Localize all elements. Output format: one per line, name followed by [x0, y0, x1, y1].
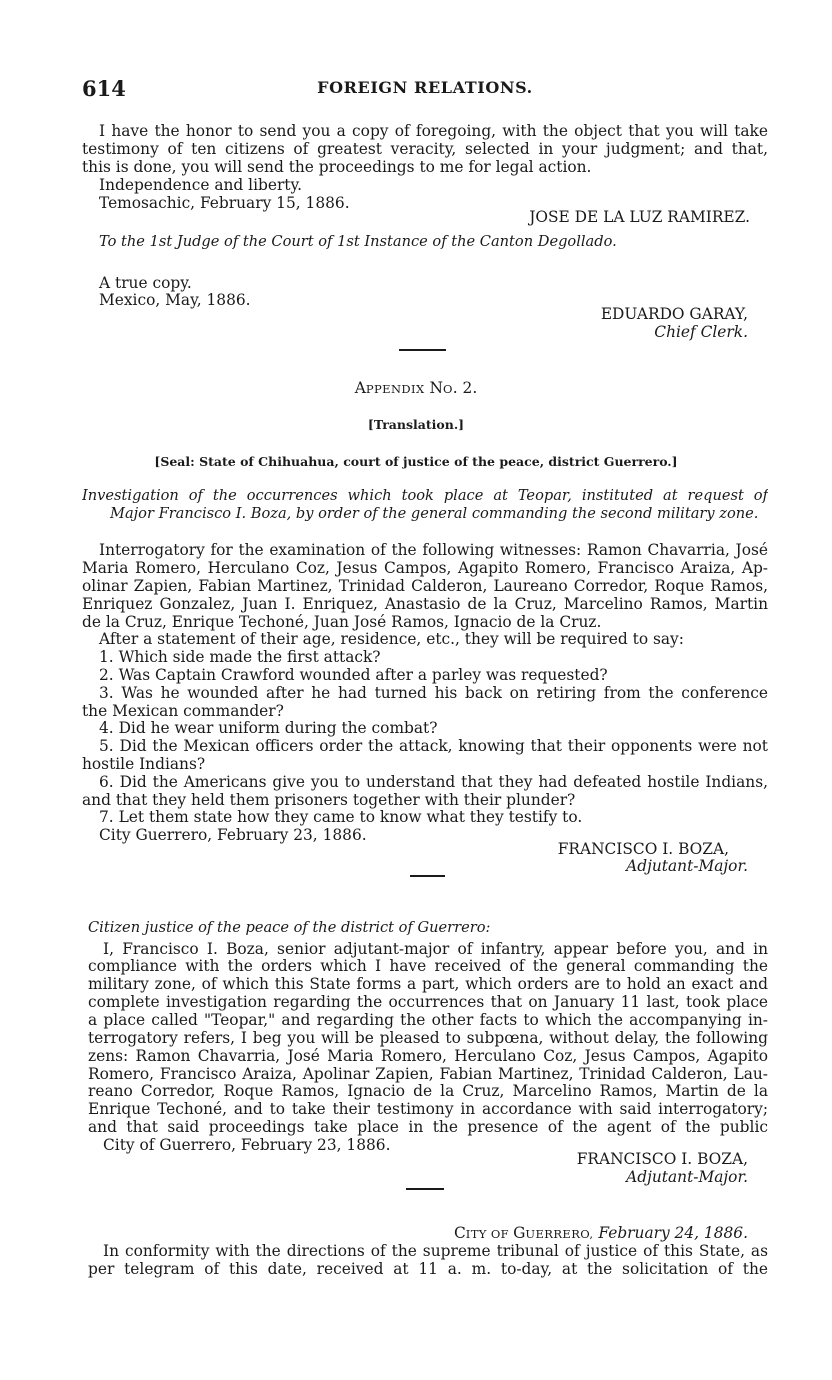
interrogatory-line: de la Cruz, Enrique Techoné, Juan José Ramos, Ignacio de la Cruz. — [82, 613, 602, 631]
interrogatory-line: Maria Romero, Herculano Coz, Jesus Campos, Agapito Romero, Francisco Araiza, Ap- — [82, 559, 768, 577]
letter1-line: testimony of ten citizens of greatest veracity, selected in your judgment; and that, — [82, 140, 768, 158]
interrogatory-line: olinar Zapien, Fabian Martinez, Trinidad Calderon, Laureano Corredor, Roque Ramos, — [82, 577, 768, 595]
interrogatory-place-date: City Guerrero, February 23, 1886. — [99, 826, 367, 844]
appendix-heading: APPENDIX NO. 2. — [354, 379, 478, 397]
interrogatory-line: Interrogatory for the examination of the following witnesses: Ramon Chavarria, José — [99, 541, 768, 559]
petition-signer: FRANCISCO I. BOZA, — [576, 1150, 748, 1168]
letter1-addressee: To the 1st Judge of the Court of 1st Instance of the Canton Degollado. — [99, 233, 617, 250]
section-divider — [410, 875, 445, 877]
final-line: In conformity with the directions of the supreme tribunal of justice of this State, as — [103, 1242, 768, 1260]
investigation-title: Major Francisco I. Boza, by order of the general commanding the second military zone. — [110, 505, 759, 522]
question-item: 6. Did the Americans give you to understand that they had defeated hostile Indians, — [99, 773, 768, 791]
letter1-closing: Independence and liberty. — [99, 176, 303, 194]
letter1-signer: JOSE DE LA LUZ RAMIREZ. — [529, 208, 750, 226]
true-copy-signer: EDUARDO GARAY, — [600, 305, 748, 323]
question-item: 3. Was he wounded after he had turned his back on retiring from the conference — [99, 684, 768, 702]
question-item: the Mexican commander? — [82, 702, 284, 720]
petition-line: Enrique Techoné, and to take their testimony in accordance with said interrogatory; — [88, 1100, 768, 1118]
petition-line: complete investigation regarding the occurrences that on January 11 last, took place — [88, 993, 768, 1011]
question-item: 2. Was Captain Crawford wounded after a parley was requested? — [99, 666, 608, 684]
interrogatory-line: After a statement of their age, residence, etc., they will be required to say: — [99, 630, 684, 648]
letter1-place-date: Temosachic, February 15, 1886. — [99, 194, 350, 212]
petition-line: terrogatory refers, I beg you will be pleased to subpœna, without delay, the following — [88, 1029, 768, 1047]
question-item: 1. Which side made the first attack? — [99, 648, 381, 666]
running-title: FOREIGN RELATIONS. — [317, 78, 533, 97]
petition-place-date: City of Guerrero, February 23, 1886. — [103, 1136, 391, 1154]
petition-line: military zone, of which this State forms a part, which orders are to hold an exact and — [88, 975, 768, 993]
interrogatory-signer-title: Adjutant-Major. — [626, 857, 748, 875]
section-divider — [399, 349, 446, 351]
petition-line: a place called "Teopar," and regarding the other facts to which the accompanying in- — [88, 1011, 768, 1029]
question-item: 4. Did he wear uniform during the combat? — [99, 719, 438, 737]
petition-line: Romero, Francisco Araiza, Apolinar Zapien, Fabian Martinez, Trinidad Calderon, Lau- — [88, 1065, 768, 1083]
running-head — [82, 76, 768, 102]
interrogatory-line: Enriquez Gonzalez, Juan I. Enriquez, Anastasio de la Cruz, Marcelino Ramos, Martin — [82, 595, 768, 613]
true-copy-place-date: Mexico, May, 1886. — [99, 291, 251, 309]
letter1-line: this is done, you will send the proceedings to me for legal action. — [82, 158, 592, 176]
translation-note: [Translation.] — [367, 417, 465, 432]
page-number: 614 — [82, 76, 126, 101]
petition-line: reano Corredor, Roque Ramos, Ignacio de la Cruz, Marcelino Ramos, Martin de la — [88, 1082, 768, 1100]
petition-line: I, Francisco I. Boza, senior adjutant-major of infantry, appear before you, and in — [103, 940, 768, 958]
question-item: and that they held them prisoners together with their plunder? — [82, 791, 576, 809]
seal-note: [Seal: State of Chihuahua, court of justice of the peace, district Guerrero.] — [154, 454, 678, 469]
petition-line: zens: Ramon Chavarria, José Maria Romero, Herculano Coz, Jesus Campos, Agapito — [88, 1047, 768, 1065]
question-item: 5. Did the Mexican officers order the attack, knowing that their opponents were not — [99, 737, 768, 755]
question-item: hostile Indians? — [82, 755, 206, 773]
interrogatory-signer: FRANCISCO I. BOZA, — [557, 840, 729, 858]
true-copy-label: A true copy. — [99, 274, 192, 292]
petition-line: and that said proceedings take place in the presence of the agent of the public — [88, 1118, 768, 1136]
question-item: 7. Let them state how they came to know what they testify to. — [99, 808, 583, 826]
petition-signer-title: Adjutant-Major. — [626, 1168, 748, 1186]
investigation-title: Investigation of the occurrences which took place at Teopar, instituted at request of — [82, 487, 768, 504]
true-copy-title: Chief Clerk. — [654, 323, 748, 341]
petition-salutation: Citizen justice of the peace of the district of Guerrero: — [88, 919, 491, 936]
petition-line: compliance with the orders which I have received of the general commanding the — [88, 957, 768, 975]
final-line: per telegram of this date, received at 11 a. m. to-day, at the solicitation of the — [88, 1260, 768, 1278]
final-dateline: CITY OF GUERRERO, February 24, 1886. — [453, 1224, 748, 1242]
section-divider — [406, 1188, 444, 1190]
letter1-line: I have the honor to send you a copy of foregoing, with the object that you will take — [99, 122, 768, 140]
